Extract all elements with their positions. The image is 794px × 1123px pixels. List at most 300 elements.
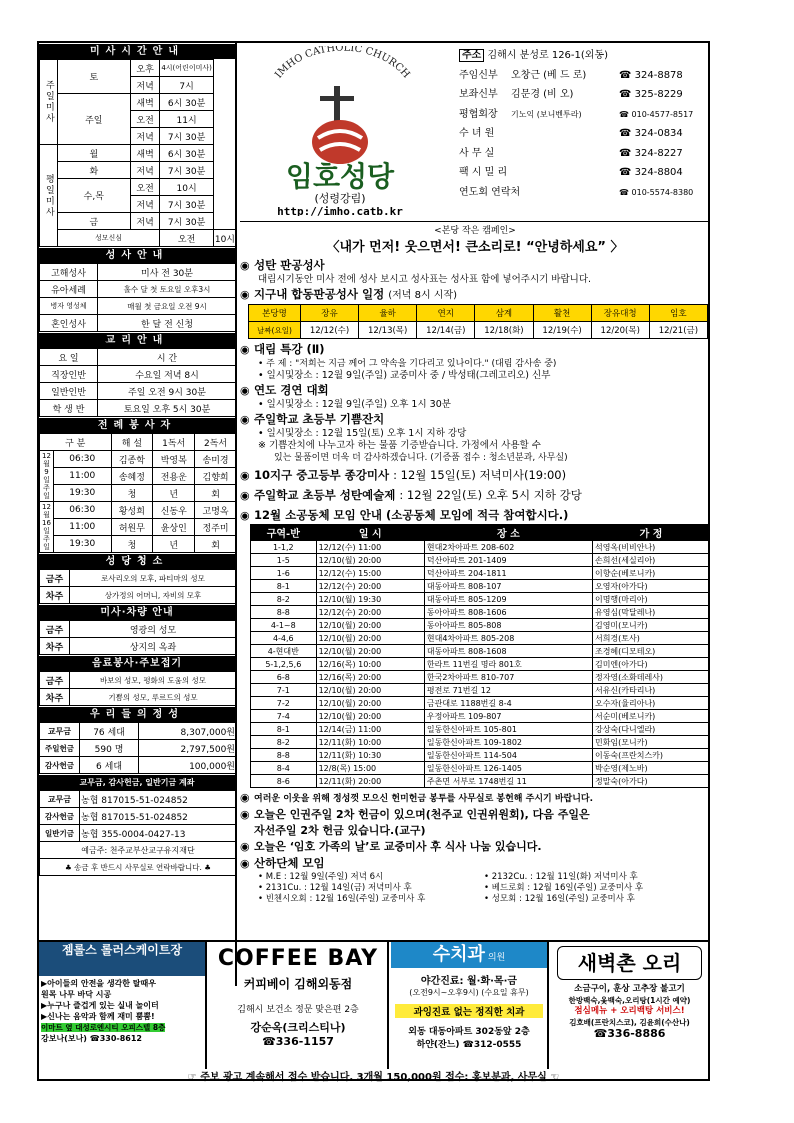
cell: 12/12(수) 15:00 [316,567,424,580]
cell: 서유신(카타리나) [592,684,709,697]
offer-title: 우리들의정성 [39,706,235,722]
meeting: • 2132Cu. : 12월 11일(화) 저녁미사 후 [484,872,638,882]
bullet-icon: ◉ [240,413,250,426]
cell: 윤상인 [153,519,195,536]
small-group-table [250,524,710,788]
contact-row: 보좌신부 김문경 (비 오) ☎ 325-8229 [459,89,683,100]
cell: 7시 30분 [160,213,214,230]
cell: 현대2차아파트 208-602 [424,541,592,554]
cell: 가 정 [592,525,709,541]
cell: 19:30 [54,536,112,553]
cell: 한라트 11번길 명라 801호 [424,658,592,671]
news-detail: 대림시기동안 미사 전에 성사 보시고 성사표는 성사표 함에 넣어주시기 바랍니다. [258,274,592,285]
cell: 12/12(수) 20:00 [316,606,424,619]
svg-text:IMHO CATHOLIC CHURCH [273,46,412,81]
cell: 8-2 [251,593,317,606]
cell: 금관대로 1188번길 8-4 [424,697,592,710]
ad-coffee-name: 강순옥(크리스티나) [250,1021,346,1034]
cell: 4-현대반 [251,645,317,658]
ad-dental-title: 수치과 [432,944,485,965]
logo-sub: (성령강림) [314,192,366,205]
cell: 시 간 [98,349,237,366]
cell: 76 세대 [80,723,139,740]
bullet-icon: ◉ [240,791,250,804]
cell: 직장인반 [40,366,98,383]
note-item: ◉ 오늘은 ‘임호 가족의 날’로 교중미사 후 식사 나눔 있습니다. [240,840,542,853]
table-row [251,775,710,788]
wedthu-label: 수,목 [57,179,130,213]
cell: 병자 영성체 [40,298,98,315]
table-row [251,671,710,684]
cell: 11시 [160,111,214,128]
cell: 8-8 [251,606,317,619]
sacrament-title: 성사안내 [39,247,235,263]
cell: 7-1 [251,684,317,697]
meeting: • 빈첸시오회 : 12월 16일(주일) 교중미사 후 [258,894,426,904]
cell: 8-4 [251,762,317,775]
cell: 2독서 [195,434,237,451]
ad-duck: 새벽촌 오리 소금구이, 훈상 고추장 불고기 한방백숙,옻백숙,오리탕(1시간 예약) 점심메뉴 + 오리백탕 서비스! 김호배(프란치스코), 김윤희(수산나) ☎336-8886 [551,942,708,1069]
ad-phone: 강보나(보나) ☎330-8612 [41,1034,142,1043]
tue-label: 화 [57,162,130,179]
cell: 혼인성사 [40,315,98,332]
ad-duck-title: 새벽촌 오리 [557,946,702,980]
cell: 저녁 [130,162,160,179]
cell: 교무금 [40,723,80,740]
cell: 해 설 [111,434,153,451]
cell: 12/8(목) 15:00 [316,762,424,775]
cell: 12/20(목) [591,322,649,339]
cell: 덕산아파트 201-1409 [424,554,592,567]
cell: 12/10(월) 20:00 [316,710,424,723]
cell: 오전 [130,111,160,128]
ad-line: 원목 나무 바닥 시공 [41,990,112,999]
cell: 4-4,6 [251,632,317,645]
bullet-icon: ◉ [240,259,250,272]
ad-dental: 수치과 의원 야간진료: 월·화·목·금 (오전9시~오후9시) (수요일 휴무) 과잉진료 없는 정직한 치과 외동 대동아파트 302동앞 2층 하얀(잔느) ☎312-0555 [391,942,549,1069]
cell: 7시 30분 [160,162,214,179]
cell: 12/21(금) [649,322,707,339]
cell: 학 생 반 [40,400,98,417]
cell: 감사헌금 [40,808,80,825]
cell: 12/14(금) [417,322,475,339]
cell: 청 [111,485,153,502]
cell: 본당명 [249,305,301,322]
cell: 12/12(수) 11:00 [316,541,424,554]
cell: 12/11(화) 10:00 [316,736,424,749]
cell: 12/18(화) [475,322,533,339]
ad-skate-title: 젬롤스 롤러스케이트장 [39,942,205,976]
cell: 김종학 [111,451,153,468]
cell: 8-8 [251,749,317,762]
drink-table [39,671,237,706]
cell: 7-4 [251,710,317,723]
cell: 박영복 [153,451,195,468]
ad-coffee-phone: ☎336-1157 [262,1035,334,1048]
cell: 송혜정 [111,468,153,485]
cell: 12/11(화) 20:00 [316,775,424,788]
contact-row: 팩 시 밀 리 ☎ 324-8804 [459,167,683,178]
cell: 1-5 [251,554,317,567]
sun-label: 주일 [57,94,130,145]
cell: 덕산아파트 204-1811 [424,567,592,580]
cell: 저녁 [130,77,160,94]
cell: 동아아파트 808-1606 [424,606,592,619]
meeting: • 2131Cu. : 12월 14일(금) 저녁미사 후 [258,883,412,893]
bullet-icon: ◉ [240,857,250,870]
cell: 12/10(월) 20:00 [316,554,424,567]
cell: 로사리오의 모후, 파티마의 성모 [70,570,237,587]
cell: 감사헌금 [40,757,80,774]
cell: 장유대청 [591,305,649,322]
cell: 금주 [40,570,70,587]
address: 김해시 분성로 126-1(외동) [487,50,609,61]
cell: 11:00 [54,519,112,536]
cell: 농협 817015-51-024852 [80,791,237,808]
cell: 유영심(막달레나) [592,606,709,619]
news-item: ◉ 지구내 합동판공성사 일정 (저녁 8시 시작) [240,287,458,301]
news-detail: • 일시및장소 : 12월 9일(주일) 교중미사 중 / 박성태(그레고리오) 신부 [258,370,551,381]
edu-table [39,348,237,417]
cell: 12/10(월) 20:00 [316,684,424,697]
cell: 유아세례 [40,281,98,298]
meeting: • 성모회 : 12월 16일(주일) 교중미사 후 [484,894,635,904]
cell: 12/10(월) 20:00 [316,632,424,645]
table-row [251,762,710,775]
cell: 미사 전 30분 [98,264,237,281]
table-row [251,645,710,658]
cell: 12/12(수) [300,322,358,339]
cell: 금주 [40,621,70,638]
cell: 일동한신아파트 105-801 [424,723,592,736]
cell: 저녁 [130,128,160,145]
mass-title: 미사시간안내 [39,43,235,59]
altar-title: 전례봉사자 [39,417,235,433]
cell: 주일헌금 [40,740,80,757]
logo-name: 임호성당 [285,160,395,193]
ad-dental-motto: 과잉진료 없는 정직한 치과 [395,1004,543,1018]
cell: 1-6 [251,567,317,580]
cell: 요 일 [40,349,98,366]
cell: 회 [195,536,237,553]
date-2: 12월16일 주일 [40,502,54,553]
ad-line: ▶누구나 즐겁게 있는 실내 놀이터 [41,1001,159,1010]
ad-coffee-addr: 김해시 보건소 정문 맞은편 2층 [237,1005,359,1015]
cell: 김미엔(아가다) [592,658,709,671]
cell: 대동아파트 808-107 [424,580,592,593]
table-row [251,736,710,749]
table-row [251,658,710,671]
meeting: • 베드로회 : 12월 16일(주일) 교중미사 후 [484,883,644,893]
contact-row: 연도회 연락처 ☎ 010-5574-8380 [459,186,694,198]
cell: 고명옥 [195,502,237,519]
left-column [39,43,237,986]
bank-table [39,790,237,876]
cell: 년 [153,536,195,553]
meeting-list [240,872,710,905]
cell: 장 소 [424,525,592,541]
news-detail: 있는 물품이면 더욱 더 감사하겠습니다. (기증품 접수 : 청소년분과, 사무실) [274,453,568,463]
table-row [251,619,710,632]
cell: 바보의 성모, 평화의 도움의 성모 [70,672,237,689]
sunday-label: 주일미사 [40,60,58,145]
cell: 정말숙(아가다) [592,775,709,788]
contact-row: 사 무 실 ☎ 324-8227 [459,147,683,159]
cell: 10시 [160,179,214,196]
cell: 오수자(율리아나) [592,697,709,710]
cell: 장유 [300,305,358,322]
cell: 12/16(목) 20:00 [316,671,424,684]
cell: 고해성사 [40,264,98,281]
clean-title: 성당청소 [39,553,235,569]
sacrament-table [39,263,237,332]
news-item: ◉ 연도 경연 대회 [240,383,329,397]
cell: 강상숙(다니엘라) [592,723,709,736]
bullet-icon: ◉ [240,343,250,356]
cell: 박순영(제노바) [592,762,709,775]
cell: 주일 오전 9시 30분 [98,383,237,400]
cell: 12/16(목) 10:00 [316,658,424,671]
cell: 12/11(화) 10:30 [316,749,424,762]
cell: 7-2 [251,697,317,710]
offer-table [39,722,237,774]
footer-note: ☞ 주보 광고 계속해서 접수 받습니다. 3개월 150,000원 접수: 홍보분과, 사무실 ☜ [187,1072,560,1083]
cell: 연지 [417,305,475,322]
cell: 김향희 [195,468,237,485]
contact-info [459,46,711,202]
cell: 일동한신아파트 126-1405 [424,762,592,775]
bullet-icon: ◉ [240,384,250,397]
cell: 4-1~8 [251,619,317,632]
news-item: ◉ 주일학교 초등부 기쁨잔치 [240,412,385,426]
cell: 서희경(토사) [592,632,709,645]
cell: 청 [111,536,153,553]
logo-url: http://imho.catb.kr [277,205,403,216]
cell: 이명행(마리아) [592,593,709,606]
news-item: ◉ 대림 특강 (Ⅱ) [240,342,325,356]
note-item: ◉ 산하단체 모임 [240,856,325,870]
address-label: 주소 [459,49,484,62]
altar-table [39,433,237,553]
news-item: ◉ 성탄 판공성사 [240,258,325,272]
drink-title: 음료봉사·주보접기 [39,655,235,671]
bank-title: 교무금, 감사헌금, 일반기금 계좌 [39,774,235,790]
table-row [251,710,710,723]
flower-table [39,620,237,655]
cell: 06:30 [54,502,112,519]
cell: 일반기금 [40,825,80,842]
ad-coffee-title: COFFEE BAY [217,946,379,971]
cell: 이향순(베로니카) [592,567,709,580]
cell: 활천 [533,305,591,322]
cell: 매월 첫 금요일 오전 9시 [98,298,237,315]
cell: 이동숙(프란치스카) [592,749,709,762]
main-content [240,221,710,905]
contact-row: 평협회장 기노익 (보니벤투라) ☎ 010-4577-8517 [459,108,694,120]
ads-bar [39,940,708,1067]
cell: 대동아파트 808-1608 [424,645,592,658]
news-detail: ※ 기쁨잔치에 나누고자 하는 물품 기증받습니다. 가정에서 사용할 수 [258,440,541,451]
cell: 수요일 저녁 8시 [98,366,237,383]
cell: 상가정의 어머니, 자비의 모후 [70,587,237,604]
bullet-icon: ◉ [240,808,250,821]
cell: 한 달 전 신청 [98,315,237,332]
mon-label: 월 [57,145,130,162]
cell: 날짜(요일) [249,322,301,339]
table-row [251,632,710,645]
cell: 8-2 [251,736,317,749]
cell: 1독서 [153,434,195,451]
cell: 7시 [160,77,214,94]
cell: 송미경 [195,451,237,468]
cell: 12/14(금) 11:00 [316,723,424,736]
ad-coffee-sub: 커피베이 김해외동점 [243,977,353,991]
cell: 1-1,2 [251,541,317,554]
cell: 일반인반 [40,383,98,400]
table-row [251,684,710,697]
cell: 김영미(모니카) [592,619,709,632]
cell: 년 [153,485,195,502]
cell: 8-1 [251,580,317,593]
flower-title: 미사·차량 안내 [39,604,235,620]
cell: 4시(어린이미사) [160,60,214,77]
cell: 6시 30분 [160,94,214,111]
cell: 서순미(베로니카) [592,710,709,723]
note-item-cont: 자선주일 2차 헌금 있습니다.(교구) [254,824,426,837]
table-row [251,749,710,762]
news-item: ◉ 주일학교 초등부 성탄예술제 : 12월 22일(토) 오후 5시 지하 강당 [240,488,582,502]
news-detail: • 일시및장소 : 12월 15일(토) 오후 1시 지하 강당 [258,428,467,439]
ad-line: ▶신나는 음악과 함께 재미 뿜뿜! [41,1012,155,1021]
cell: 11:00 [54,468,112,485]
table-row [251,697,710,710]
cell: 오영자(아가다) [592,580,709,593]
cell: 토요일 오후 5시 30분 [98,400,237,417]
cell: 일동한신아파트 114-504 [424,749,592,762]
cell: 차주 [40,587,70,604]
cell: 전용운 [153,468,195,485]
news-detail: • 주 제 : "저희는 지금 께어 그 약속을 기다리고 있나이다." (대림 감사송 중) [258,359,557,369]
cell: 차주 [40,638,70,655]
bullet-icon: ◉ [240,840,250,853]
cell: 율하 [359,305,417,322]
weekday-label: 평일미사 [40,145,58,247]
table-row [251,593,710,606]
cell: 새벽 [130,145,160,162]
cell: 7시 30분 [160,196,214,213]
cell: 100,000원 [139,757,237,774]
parish-logo [240,46,445,216]
note-item: ◉ 여러운 이웃을 위해 정성껏 모으신 헌미헌금 봉투를 사무실로 봉헌해 주시기 바랍니다. [240,791,594,804]
cell: 현대4차아파트 805-208 [424,632,592,645]
cell: 홀수 달 첫 토요일 오후3시 [98,281,237,298]
cell: 동아아파트 805-808 [424,619,592,632]
confession-table [248,304,708,339]
note-item: ◉ 오늘은 인권주일 2차 헌금이 있으며(천주교 인권위원회), 다음 주일은 [240,808,590,821]
cell: 금주 [40,672,70,689]
mass-table [39,59,237,247]
cell: 삼계 [475,305,533,322]
cell: 19:30 [54,485,112,502]
cell: 황성희 [111,502,153,519]
cell: 손희선(세실리아) [592,554,709,567]
bank-note: ♣ 송금 후 반드시 사무실로 연락바랍니다. ♣ [40,859,237,876]
news-detail: • 일시및장소 : 12월 9일(주일) 오후 1시 30분 [258,399,451,410]
cell: 12/13(목) [359,322,417,339]
cell: 오전 [160,230,214,247]
cell: 590 명 [80,740,139,757]
edu-title: 교리안내 [39,332,235,348]
cell: 8-1 [251,723,317,736]
ad-coffee [209,942,389,1069]
cell: 10시 [213,230,236,247]
cell: 일 시 [316,525,424,541]
cell: 12/10(월) 20:00 [316,697,424,710]
campaign-small: <본당 작은 캠페인> [240,221,710,236]
bank-holder: 예금주: 천주교부산교구유지재단 [40,842,237,859]
cell: 12/19(수) [533,322,591,339]
table-row [251,723,710,736]
cell: 농협 817015-51-024852 [80,808,237,825]
cell: 12/10(월) 19:30 [316,593,424,606]
cell: 7시 30분 [160,128,214,145]
cell: 차주 [40,689,70,706]
fri-label: 금 [57,213,130,230]
cell: 12/10(월) 20:00 [316,645,424,658]
cell: 6시 30분 [160,145,214,162]
bullet-icon: ◉ [240,469,250,482]
bullet-icon: ◉ [240,288,250,301]
news-item: ◉ 10지구 중고등부 종강미사 : 12월 15일(토) 저녁미사(19:00) [240,468,567,482]
date-1: 12월9일 주일 [40,451,54,502]
cell: 민화임(모니카) [592,736,709,749]
contact-row: 수 녀 원 ☎ 324-0834 [459,128,683,139]
cell: 저녁 [130,196,160,213]
cell: 주촌면 서부로 1748번길 11 [424,775,592,788]
ad-location: 이마트 옆 대성로엔시티 오피스텔 8층 [41,1023,166,1032]
bullet-icon: ◉ [240,509,250,522]
cell: 8-6 [251,775,317,788]
cell: 회 [195,485,237,502]
cell: 5-1,2,5,6 [251,658,317,671]
ad-skate [39,942,207,1069]
cell: 정자영(소화데레사) [592,671,709,684]
campaign-big: 〈내가 먼저! 웃으면서! 큰소리로! “안녕하세요” 〉 [326,240,624,255]
cell: 한국2차아파트 810-707 [424,671,592,684]
cell: 구역-반 [251,525,317,541]
cell: 상지의 옥좌 [70,638,237,655]
cell: 기쁨의 성모, 루르드의 성모 [70,689,237,706]
cell: 농협 355-0004-0427-13 [80,825,237,842]
cell: 정주미 [195,519,237,536]
cell: 6 세대 [80,757,139,774]
cell: 저녁 [130,213,160,230]
cell: 평전로 71번길 12 [424,684,592,697]
bullet-icon: ◉ [240,489,250,502]
table-row [251,554,710,567]
cell: 영광의 성모 [70,621,237,638]
table-row [251,541,710,554]
logo-en: IMHO CATHOLIC CHURCH [273,46,412,81]
table-row [251,567,710,580]
cell: 일동한신아파트 109-1802 [424,736,592,749]
cell: 06:30 [54,451,112,468]
church-emblem-icon [240,46,445,216]
cell: 대동아파트 805-1209 [424,593,592,606]
cell: 오전 [130,179,160,196]
cell: 2,797,500원 [139,740,237,757]
contact-row: 주임신부 오창근 (베 드 로) ☎ 324-8878 [459,69,683,81]
